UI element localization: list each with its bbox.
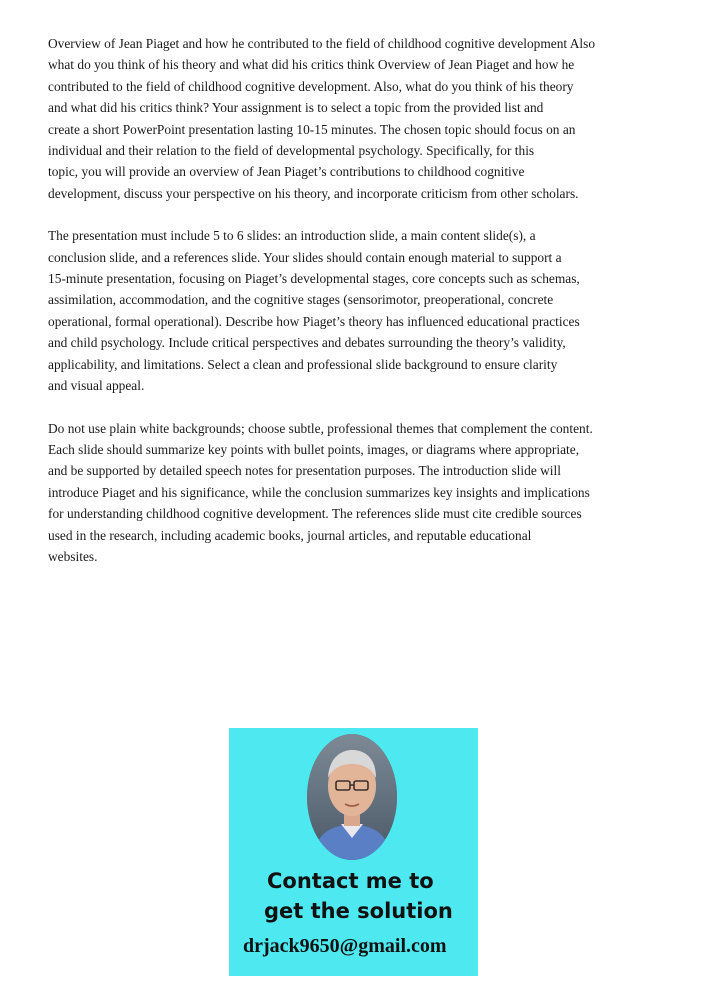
text-line: individual and their relation to the field of developmental psychology. Specifically, for this: [48, 143, 535, 159]
contact-ad-banner[interactable]: [229, 728, 478, 976]
text-line: topic, you will provide an overview of Jean Piaget’s contributions to childhood cognitive: [48, 164, 525, 180]
text-line: and child psychology. Include critical perspectives and debates surrounding the theory’s validity,: [48, 335, 566, 351]
contact-email[interactable]: drjack9650@gmail.com: [243, 935, 447, 957]
text-line: development, discuss your perspective on his theory, and incorporate criticism from other scholars.: [48, 185, 579, 201]
document-body: [48, 33, 668, 588]
text-line: assimilation, accommodation, and the cognitive stages (sensorimotor, preoperational, concrete: [48, 292, 554, 308]
text-line: 15-minute presentation, focusing on Piaget’s developmental stages, core concepts such as schemas,: [48, 271, 580, 287]
text-line: Do not use plain white backgrounds; choose subtle, professional themes that complement the content.: [48, 420, 593, 436]
contact-heading-line2: get the solution: [264, 899, 453, 923]
text-line: operational, formal operational). Describe how Piaget’s theory has influenced educational practices: [48, 313, 580, 329]
contact-heading-line1: Contact me to: [267, 869, 434, 893]
text-line: and be supported by detailed speech notes for presentation purposes. The introduction slide will: [48, 463, 561, 479]
paragraph-3: [48, 418, 668, 568]
paragraph-1: [48, 33, 668, 204]
paragraph-2: [48, 225, 668, 396]
person-portrait-icon: [307, 734, 397, 860]
text-line: introduce Piaget and his significance, while the conclusion summarizes key insights and implications: [48, 484, 590, 500]
text-line: conclusion slide, and a references slide. Your slides should contain enough material to support a: [48, 249, 562, 265]
text-line: contributed to the field of childhood cognitive development. Also, what do you think of his theory: [48, 78, 574, 94]
text-line: for understanding childhood cognitive development. The references slide must cite credible sources: [48, 506, 582, 522]
text-line: Each slide should summarize key points with bullet points, images, or diagrams where appropriate,: [48, 441, 580, 457]
text-line: applicability, and limitations. Select a clean and professional slide background to ensure clarity: [48, 356, 558, 372]
text-line: websites.: [48, 548, 98, 564]
text-line: what do you think of his theory and what did his critics think Overview of Jean Piaget and how he: [48, 57, 575, 73]
text-line: and what did his critics think? Your assignment is to select a topic from the provided list and: [48, 100, 544, 116]
text-line: Overview of Jean Piaget and how he contributed to the field of childhood cognitive development Also: [48, 36, 596, 51]
text-line: create a short PowerPoint presentation lasting 10-15 minutes. The chosen topic should focus on an: [48, 121, 576, 137]
text-line: The presentation must include 5 to 6 slides: an introduction slide, a main content slide(s), a: [48, 228, 536, 244]
text-line: and visual appeal.: [48, 378, 145, 394]
text-line: used in the research, including academic books, journal articles, and reputable educational: [48, 527, 532, 543]
